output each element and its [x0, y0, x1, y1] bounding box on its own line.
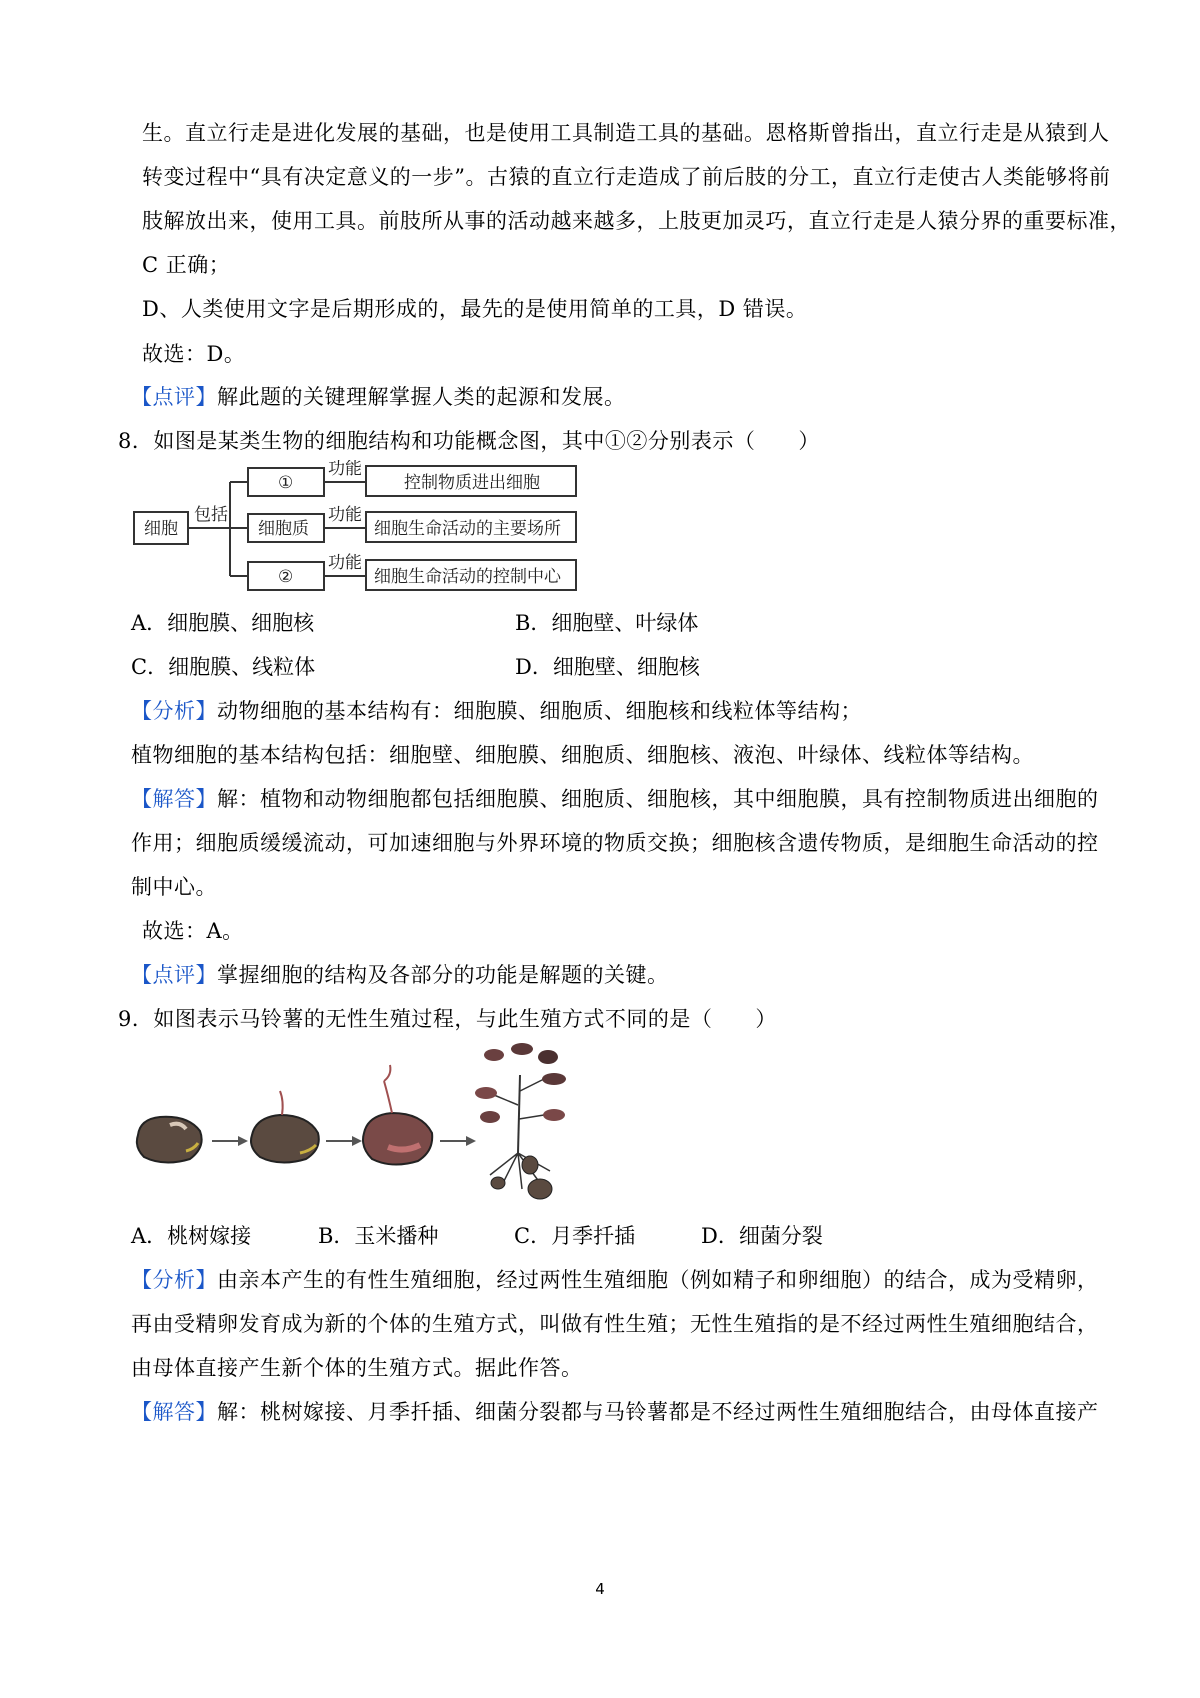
analysis-line	[131, 1264, 1099, 1294]
function-text-2: 细胞生命活动的主要场所	[374, 519, 561, 539]
option-d: D．细胞壁、细胞核	[515, 655, 700, 679]
text-line: 生。直立行走是进化发展的基础，也是使用工具制造工具的基础。恩格斯曾指出，直立行走是从猿到人	[142, 121, 1110, 145]
page-number: 4	[595, 1580, 605, 1598]
option-d: D．细菌分裂	[701, 1224, 823, 1248]
answer-tag: 【解答】	[131, 1400, 217, 1424]
root-label: 细胞	[144, 519, 178, 539]
function-label: 功能	[328, 460, 362, 479]
choice-line: 故选：A。	[142, 919, 244, 943]
option-a: A．细胞膜、细胞核	[131, 611, 315, 635]
answer-line	[131, 1396, 1099, 1426]
analysis-tag: 【分析】	[131, 699, 217, 723]
function-label: 功能	[328, 553, 362, 573]
analysis-text: 动物细胞的基本结构有：细胞膜、细胞质、细胞核和线粒体等结构；	[217, 699, 862, 723]
review-tag: 【点评】	[131, 963, 217, 987]
potato-plant	[475, 1043, 566, 1199]
arrow-icon	[212, 1136, 248, 1146]
question-9-stem: 9．如图表示马铃薯的无性生殖过程，与此生殖方式不同的是（ ）	[118, 1007, 777, 1031]
review-text: 掌握细胞的结构及各部分的功能是解题的关键。	[217, 963, 669, 987]
question-8-stem: 8．如图是某类生物的细胞结构和功能概念图，其中①②分别表示（ ）	[118, 429, 820, 453]
potato-reproduction-illustration	[130, 1035, 570, 1205]
analysis-tag: 【分析】	[131, 1268, 217, 1292]
potato-piece-2	[251, 1091, 319, 1163]
function-text-3: 细胞生命活动的控制中心	[374, 567, 561, 587]
option-a: A．桃树嫁接	[131, 1224, 252, 1248]
node-label-3: ②	[278, 567, 294, 587]
text-line: D、人类使用文字是后期形成的，最先的是使用简单的工具，D 错误。	[142, 297, 808, 321]
analysis-line	[131, 695, 862, 725]
cell-concept-diagram	[130, 460, 600, 600]
text-line: 作用；细胞质缓缓流动，可加速细胞与外界环境的物质交换；细胞核含遗传物质，是细胞生命活动的控	[131, 831, 1099, 855]
answer-tag: 【解答】	[131, 787, 217, 811]
text-line: 再由受精卵发育成为新的个体的生殖方式，叫做有性生殖；无性生殖指的是不经过两性生殖细胞结合，	[131, 1312, 1099, 1336]
potato-piece-1	[137, 1117, 202, 1163]
potato-piece-3	[363, 1065, 432, 1165]
answer-text: 解：桃树嫁接、月季扦插、细菌分裂都与马铃薯都是不经过两性生殖细胞结合，由母体直接产	[217, 1400, 1099, 1424]
answer-line	[131, 783, 1099, 813]
option-b: B．玉米播种	[318, 1224, 439, 1248]
includes-label: 包括	[194, 505, 228, 525]
option-c: C．细胞膜、线粒体	[131, 655, 316, 679]
review-line	[131, 381, 626, 411]
arrow-icon	[440, 1136, 476, 1146]
option-c: C．月季扦插	[514, 1224, 636, 1248]
text-line: 故选：D。	[142, 342, 246, 366]
text-line: 制中心。	[131, 875, 217, 899]
arrow-icon	[326, 1136, 362, 1146]
text-line: 转变过程中“具有决定意义的一步”。古猿的直立行走造成了前后肢的分工，直立行走使古人类能够将前	[142, 165, 1111, 189]
analysis-text: 由亲本产生的有性生殖细胞，经过两性生殖细胞（例如精子和卵细胞）的结合，成为受精卵，	[217, 1268, 1099, 1292]
function-label: 功能	[328, 505, 362, 525]
answer-text: 解：植物和动物细胞都包括细胞膜、细胞质、细胞核，其中细胞膜，具有控制物质进出细胞的	[217, 787, 1099, 811]
function-text-1: 控制物质进出细胞	[404, 473, 540, 493]
text-line: 植物细胞的基本结构包括：细胞壁、细胞膜、细胞质、细胞核、液泡、叶绿体、线粒体等结构。	[131, 743, 1034, 767]
text-line: 肢解放出来，使用工具。前肢所从事的活动越来越多，上肢更加灵巧，直立行走是人猿分界的重要标准，	[142, 209, 1131, 233]
node-label-1: ①	[278, 473, 294, 493]
node-label-2: 细胞质	[258, 519, 309, 539]
review-line	[131, 959, 669, 989]
review-tag: 【点评】	[131, 385, 217, 409]
text-line: 由母体直接产生新个体的生殖方式。据此作答。	[131, 1356, 583, 1380]
option-b: B．细胞壁、叶绿体	[515, 611, 699, 635]
text-line: C 正确；	[142, 253, 231, 277]
review-text: 解此题的关键理解掌握人类的起源和发展。	[217, 385, 626, 409]
